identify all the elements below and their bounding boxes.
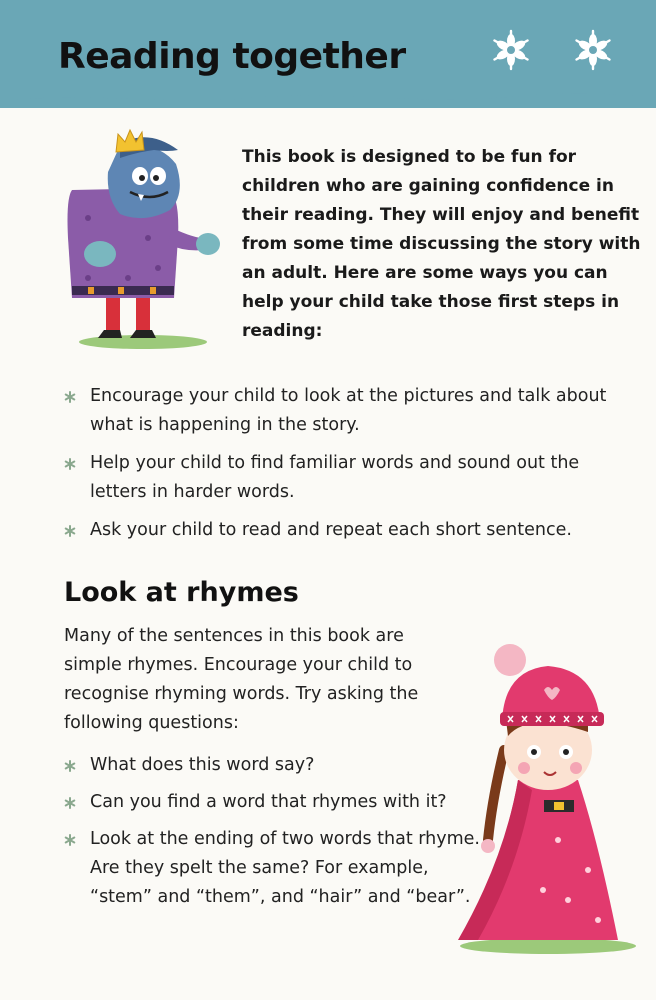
snowflake-icon	[489, 28, 533, 72]
list-item	[64, 788, 484, 817]
snowflake-icon	[571, 28, 615, 72]
troll-illustration	[58, 128, 228, 358]
tip-text: Help your child to find familiar words and sound out the letters in harder words.	[90, 453, 580, 502]
rhymes-paragraph: Many of the sentences in this book are simple rhymes. Encourage your child to recognise rhyming words. Try asking the following questions:	[64, 626, 419, 733]
snowflake-bullet-icon	[64, 834, 76, 846]
list-item	[64, 751, 484, 780]
list-item	[64, 382, 624, 440]
girl-illustration	[448, 640, 648, 960]
snowflake-bullet-icon	[64, 760, 76, 772]
snowflake-bullet-icon	[64, 458, 76, 470]
list-item	[64, 449, 624, 507]
page-title: Reading together	[58, 36, 406, 77]
tip-text: Encourage your child to look at the pictures and talk about what is happening in the story.	[90, 386, 607, 435]
reading-tips-list	[64, 382, 624, 554]
list-item	[64, 825, 484, 912]
question-text: Can you find a word that rhymes with it?	[90, 792, 447, 812]
question-text: Look at the ending of two words that rhyme. Are they spelt the same? For example, “stem” and “them”, and “hair” and “bear”.	[90, 829, 480, 907]
tip-text: Ask your child to read and repeat each short sentence.	[90, 520, 572, 540]
list-item	[64, 516, 624, 545]
snowflake-bullet-icon	[64, 797, 76, 809]
rhyme-questions-list	[64, 751, 484, 920]
question-text: What does this word say?	[90, 755, 315, 775]
intro-paragraph: This book is designed to be fun for children who are gaining confidence in their reading. They will enjoy and benefit from some time discussing the story with an adult. Here are some ways you can help your child take those first steps in reading:	[242, 147, 641, 341]
header-wave	[0, 80, 656, 120]
rhymes-heading: Look at rhymes	[64, 577, 299, 608]
snowflake-bullet-icon	[64, 525, 76, 537]
snowflake-bullet-icon	[64, 391, 76, 403]
